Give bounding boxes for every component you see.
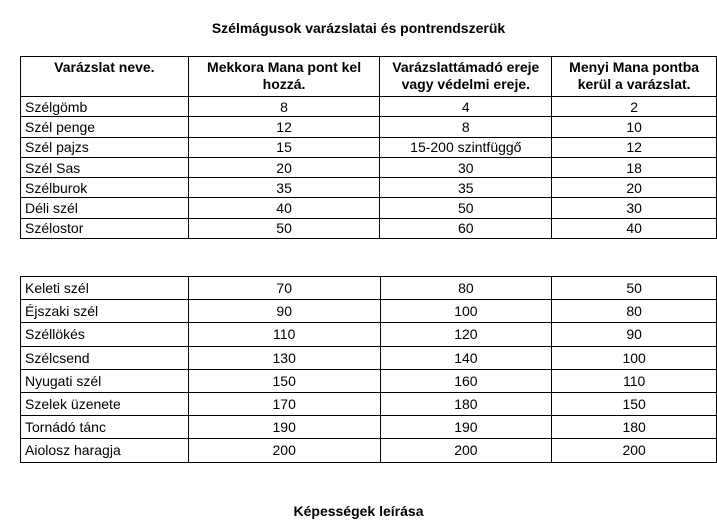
mana-cost-cell: 180	[552, 416, 717, 439]
power-cell: 30	[380, 157, 552, 177]
spell-name-cell: Szél Sas	[21, 157, 189, 177]
spell-name-cell: Déli szél	[21, 198, 189, 218]
mana-required-cell: 130	[188, 346, 380, 369]
mana-cost-cell: 20	[552, 178, 717, 198]
mana-required-cell: 20	[188, 157, 380, 177]
mana-cost-cell: 200	[552, 439, 717, 462]
mana-required-cell: 50	[188, 218, 380, 238]
spell-name-cell: Szelek üzenete	[21, 392, 189, 415]
spell-name-cell: Szélcsend	[21, 346, 189, 369]
power-cell: 120	[380, 323, 552, 346]
spell-name-cell: Széllökés	[21, 323, 189, 346]
mana-required-cell: 15	[188, 137, 380, 157]
power-cell: 100	[380, 300, 552, 323]
spell-name-cell: Szél pajzs	[21, 137, 189, 157]
mana-cost-cell: 2	[552, 97, 717, 117]
mana-required-cell: 35	[188, 178, 380, 198]
mana-required-cell: 150	[188, 369, 380, 392]
table-row	[21, 218, 717, 238]
table-header-row	[21, 57, 717, 97]
mana-cost-cell: 80	[552, 300, 717, 323]
spell-name-cell: Szélburok	[21, 178, 189, 198]
power-cell: 60	[380, 218, 552, 238]
spell-name-cell: Szél penge	[21, 117, 189, 137]
mana-required-cell: 190	[188, 416, 380, 439]
power-cell: 80	[380, 277, 552, 300]
table-row	[21, 117, 717, 137]
mana-required-cell: 8	[188, 97, 380, 117]
mana-cost-cell: 30	[552, 198, 717, 218]
table-row	[21, 277, 717, 300]
spell-name-cell: Szélostor	[21, 218, 189, 238]
spell-name-cell: Éjszaki szél	[21, 300, 189, 323]
table-row	[21, 369, 717, 392]
spell-table-secondary	[20, 276, 717, 463]
mana-required-cell: 90	[188, 300, 380, 323]
mana-cost-cell: 50	[552, 277, 717, 300]
table-row	[21, 97, 717, 117]
spell-name-cell: Szélgömb	[21, 97, 189, 117]
spell-name-cell: Aiolosz haragja	[21, 439, 189, 462]
spell-table-secondary-body	[21, 277, 717, 463]
header-attack-defense-power: Varázslattámadó ereje vagy védelmi ereje.	[380, 57, 552, 97]
table-row	[21, 416, 717, 439]
power-cell: 180	[380, 392, 552, 415]
mana-cost-cell: 40	[552, 218, 717, 238]
power-cell: 15-200 szintfüggő	[380, 137, 552, 157]
mana-cost-cell: 10	[552, 117, 717, 137]
table-row	[21, 157, 717, 177]
table-row	[21, 323, 717, 346]
table-row	[21, 198, 717, 218]
mana-required-cell: 12	[188, 117, 380, 137]
mana-cost-cell: 12	[552, 137, 717, 157]
spell-name-cell: Keleti szél	[21, 277, 189, 300]
spell-name-cell: Nyugati szél	[21, 369, 189, 392]
mana-cost-cell: 90	[552, 323, 717, 346]
spell-table-primary-body	[21, 97, 717, 239]
mana-required-cell: 40	[188, 198, 380, 218]
document-title: Szélmágusok varázslatai és pontrendszerük	[211, 20, 506, 36]
table-row	[21, 178, 717, 198]
table-row	[21, 137, 717, 157]
mana-cost-cell: 18	[552, 157, 717, 177]
header-mana-cost: Menyi Mana pontba kerül a varázslat.	[552, 57, 717, 97]
mana-required-cell: 200	[188, 439, 380, 462]
power-cell: 190	[380, 416, 552, 439]
power-cell: 8	[380, 117, 552, 137]
section-title-abilities: Képességek leírása	[293, 503, 424, 519]
mana-required-cell: 110	[188, 323, 380, 346]
header-mana-required: Mekkora Mana pont kel hozzá.	[188, 57, 380, 97]
power-cell: 200	[380, 439, 552, 462]
mana-required-cell: 70	[188, 277, 380, 300]
spell-name-cell: Tornádó tánc	[21, 416, 189, 439]
spell-table-primary	[20, 56, 717, 239]
table-row	[21, 439, 717, 462]
mana-cost-cell: 110	[552, 369, 717, 392]
mana-required-cell: 170	[188, 392, 380, 415]
table-row	[21, 300, 717, 323]
table-row	[21, 346, 717, 369]
power-cell: 140	[380, 346, 552, 369]
mana-cost-cell: 150	[552, 392, 717, 415]
table-row	[21, 392, 717, 415]
power-cell: 160	[380, 369, 552, 392]
power-cell: 4	[380, 97, 552, 117]
power-cell: 50	[380, 198, 552, 218]
power-cell: 35	[380, 178, 552, 198]
header-spell-name: Varázslat neve.	[21, 57, 189, 97]
mana-cost-cell: 100	[552, 346, 717, 369]
